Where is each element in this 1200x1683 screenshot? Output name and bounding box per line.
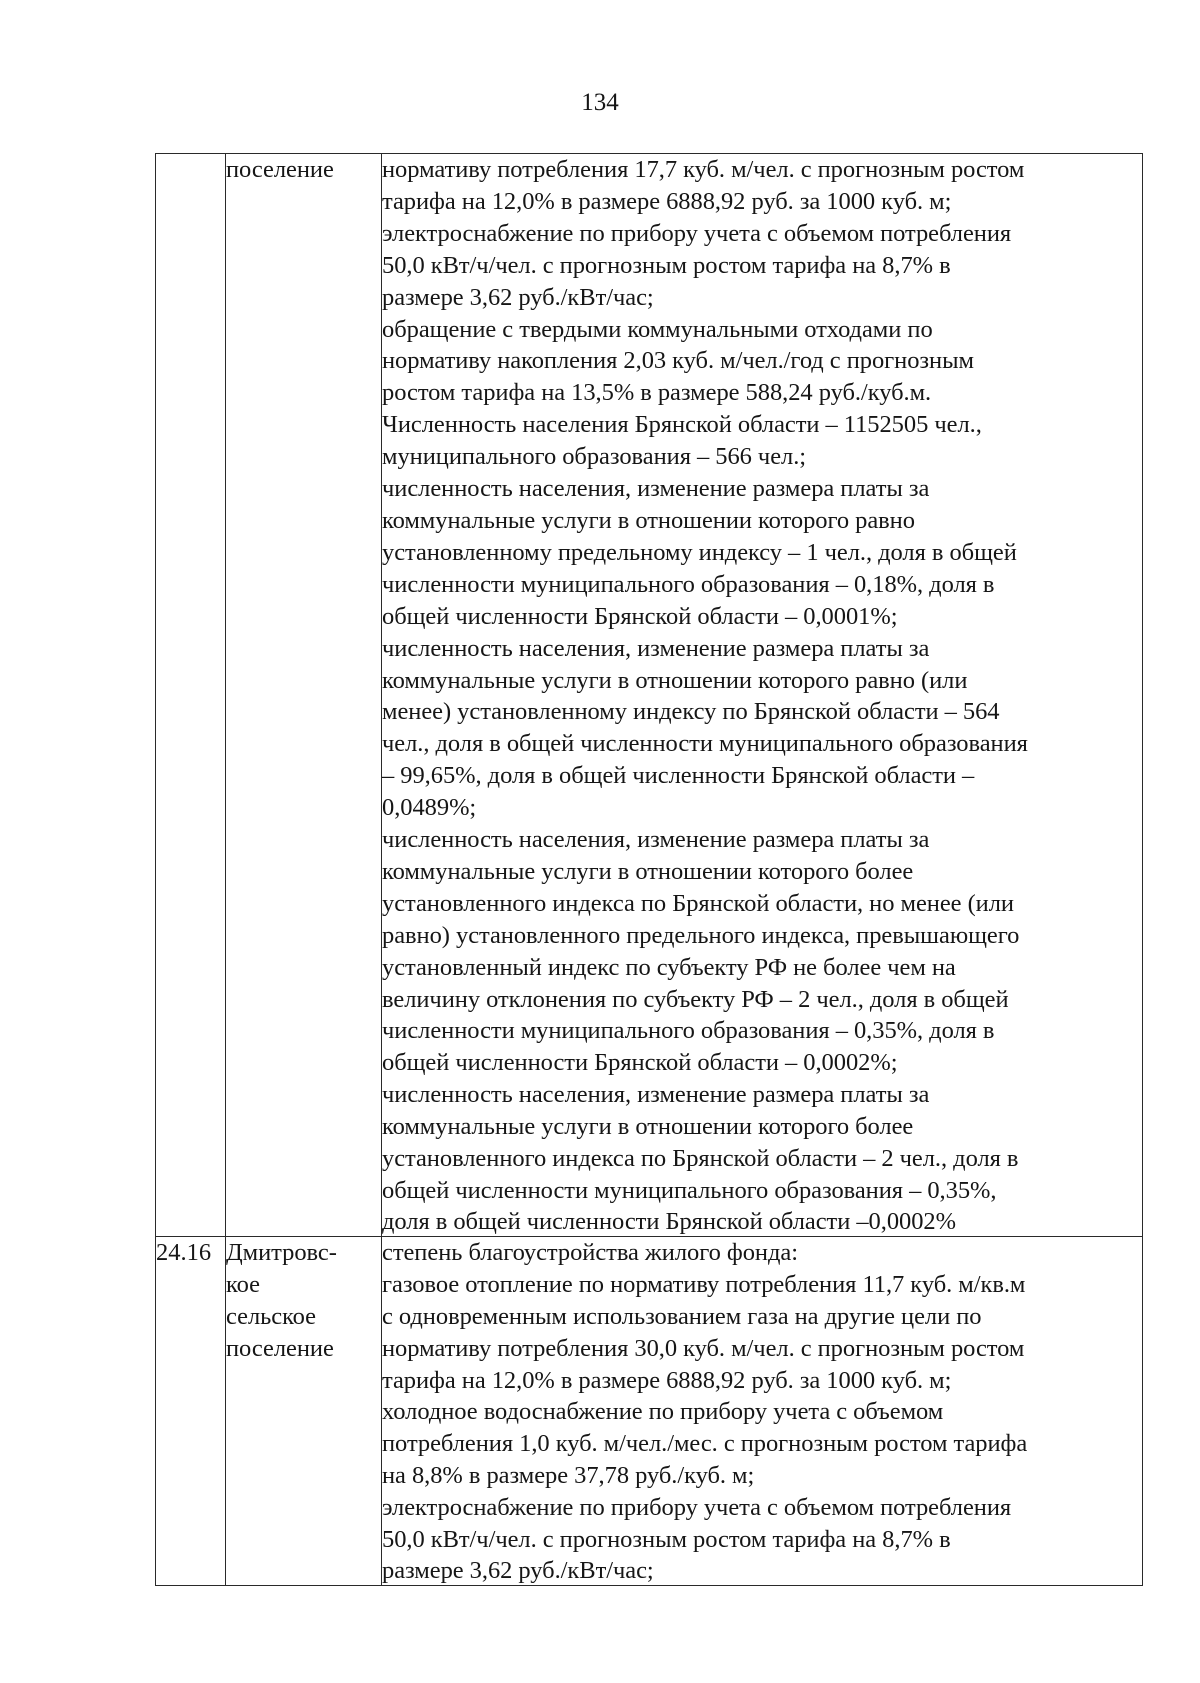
description-line: нормативу потребления 30,0 куб. м/чел. с прогнозным ростом — [382, 1334, 1025, 1362]
description-line: общей численности муниципального образования – 0,35%, — [382, 1177, 997, 1204]
description-line: коммунальные услуги в отношении которого более — [382, 857, 914, 885]
description-line: размере 3,62 руб./кВт/час; — [382, 1556, 654, 1584]
settlement-name-line: поселение — [226, 1334, 334, 1362]
description-line: газовое отопление по нормативу потребления 11,7 куб. м/кв.м — [382, 1270, 1026, 1298]
description-line: коммунальные услуги в отношении которого равно (или — [382, 666, 968, 694]
description-line: численности муниципального образования – 0,18%, доля в — [382, 570, 995, 598]
row-number: 24.16 — [156, 1238, 212, 1266]
settlement-name-line: поселение — [226, 156, 334, 183]
description-line: – 99,65%, доля в общей численности Брянской области – — [382, 762, 975, 790]
description-line: коммунальные услуги в отношении которого более — [382, 1113, 914, 1141]
description-line: численность населения, изменение размера платы за — [382, 634, 930, 662]
description-line: установленного индекса по Брянской области – 2 чел., доля в — [382, 1145, 1019, 1173]
description-cell — [382, 1236, 1143, 1585]
description-line: менее) установленному индексу по Брянской области – 564 — [382, 698, 1000, 726]
table-row — [156, 154, 1143, 1237]
description-cell — [382, 154, 1143, 1237]
description-line: степень благоустройства жилого фонда: — [382, 1238, 798, 1266]
description-line: доля в общей численности Брянской области –0,0002% — [382, 1207, 956, 1235]
settlement-name-line: сельское — [226, 1302, 317, 1330]
description-line: чел., доля в общей численности муниципального образования — [382, 730, 1028, 758]
description-line: численности муниципального образования – 0,35%, доля в — [382, 1017, 995, 1045]
description-line: численность населения, изменение размера платы за — [382, 1081, 930, 1109]
description-line: величину отклонения по субъекту РФ – 2 чел., доля в общей — [382, 985, 1009, 1013]
description-line: на 8,8% в размере 37,78 руб./куб. м; — [382, 1462, 755, 1490]
table-body — [156, 154, 1143, 1586]
description-line: обращение с твердыми коммунальными отходами по — [382, 315, 933, 343]
table-row — [156, 1236, 1143, 1585]
description-line: установленному предельному индексу – 1 чел., доля в общей — [382, 538, 1017, 566]
description-line: общей численности Брянской области – 0,0002%; — [382, 1049, 898, 1077]
description-line: муниципального образования – 566 чел.; — [382, 443, 807, 471]
row-number-cell — [156, 154, 226, 1237]
description-line: размере 3,62 руб./кВт/час; — [382, 283, 654, 311]
description-line: равно) установленного предельного индекса, превышающего — [382, 921, 1020, 949]
description-line: электроснабжение по прибору учета с объемом потребления — [382, 219, 1012, 247]
description-line: холодное водоснабжение по прибору учета с объемом — [382, 1398, 944, 1426]
description-line: 0,0489%; — [382, 794, 477, 822]
description-line: 50,0 кВт/ч/чел. с прогнозным ростом тарифа на 8,7% в — [382, 251, 951, 279]
description-line: электроснабжение по прибору учета с объемом потребления — [382, 1494, 1012, 1522]
description-line: тарифа на 12,0% в размере 6888,92 руб. за 1000 куб. м; — [382, 1366, 952, 1394]
description-line: общей численности Брянской области – 0,0001%; — [382, 602, 898, 630]
description-line: численность населения, изменение размера платы за — [382, 475, 930, 503]
description-line: установленный индекс по субъекту РФ не более чем на — [382, 953, 956, 981]
settlement-name-line: Дмитровс- — [226, 1238, 337, 1266]
page-number: 134 — [581, 89, 619, 116]
description-line: нормативу потребления 17,7 куб. м/чел. с прогнозным ростом — [382, 156, 1025, 183]
description-line: 50,0 кВт/ч/чел. с прогнозным ростом тарифа на 8,7% в — [382, 1526, 951, 1554]
description-line: ростом тарифа на 13,5% в размере 588,24 руб./куб.м. — [382, 379, 932, 407]
description-line: потребления 1,0 куб. м/чел./мес. с прогнозным ростом тарифа — [382, 1430, 1028, 1458]
tariff-table — [155, 153, 1143, 1586]
settlement-name-cell — [226, 154, 382, 1237]
settlement-name-line: кое — [226, 1270, 260, 1298]
description-line: Численность населения Брянской области – 1152505 чел., — [382, 411, 982, 439]
description-line: тарифа на 12,0% в размере 6888,92 руб. за 1000 куб. м; — [382, 187, 952, 215]
row-number-cell — [156, 1236, 226, 1585]
description-line: численность населения, изменение размера платы за — [382, 826, 930, 854]
description-line: установленного индекса по Брянской области, но менее (или — [382, 889, 1014, 917]
settlement-name-cell — [226, 1236, 382, 1585]
description-line: коммунальные услуги в отношении которого равно — [382, 506, 915, 534]
description-line: с одновременным использованием газа на другие цели по — [382, 1302, 982, 1330]
description-line: нормативу накопления 2,03 куб. м/чел./год с прогнозным — [382, 347, 974, 375]
